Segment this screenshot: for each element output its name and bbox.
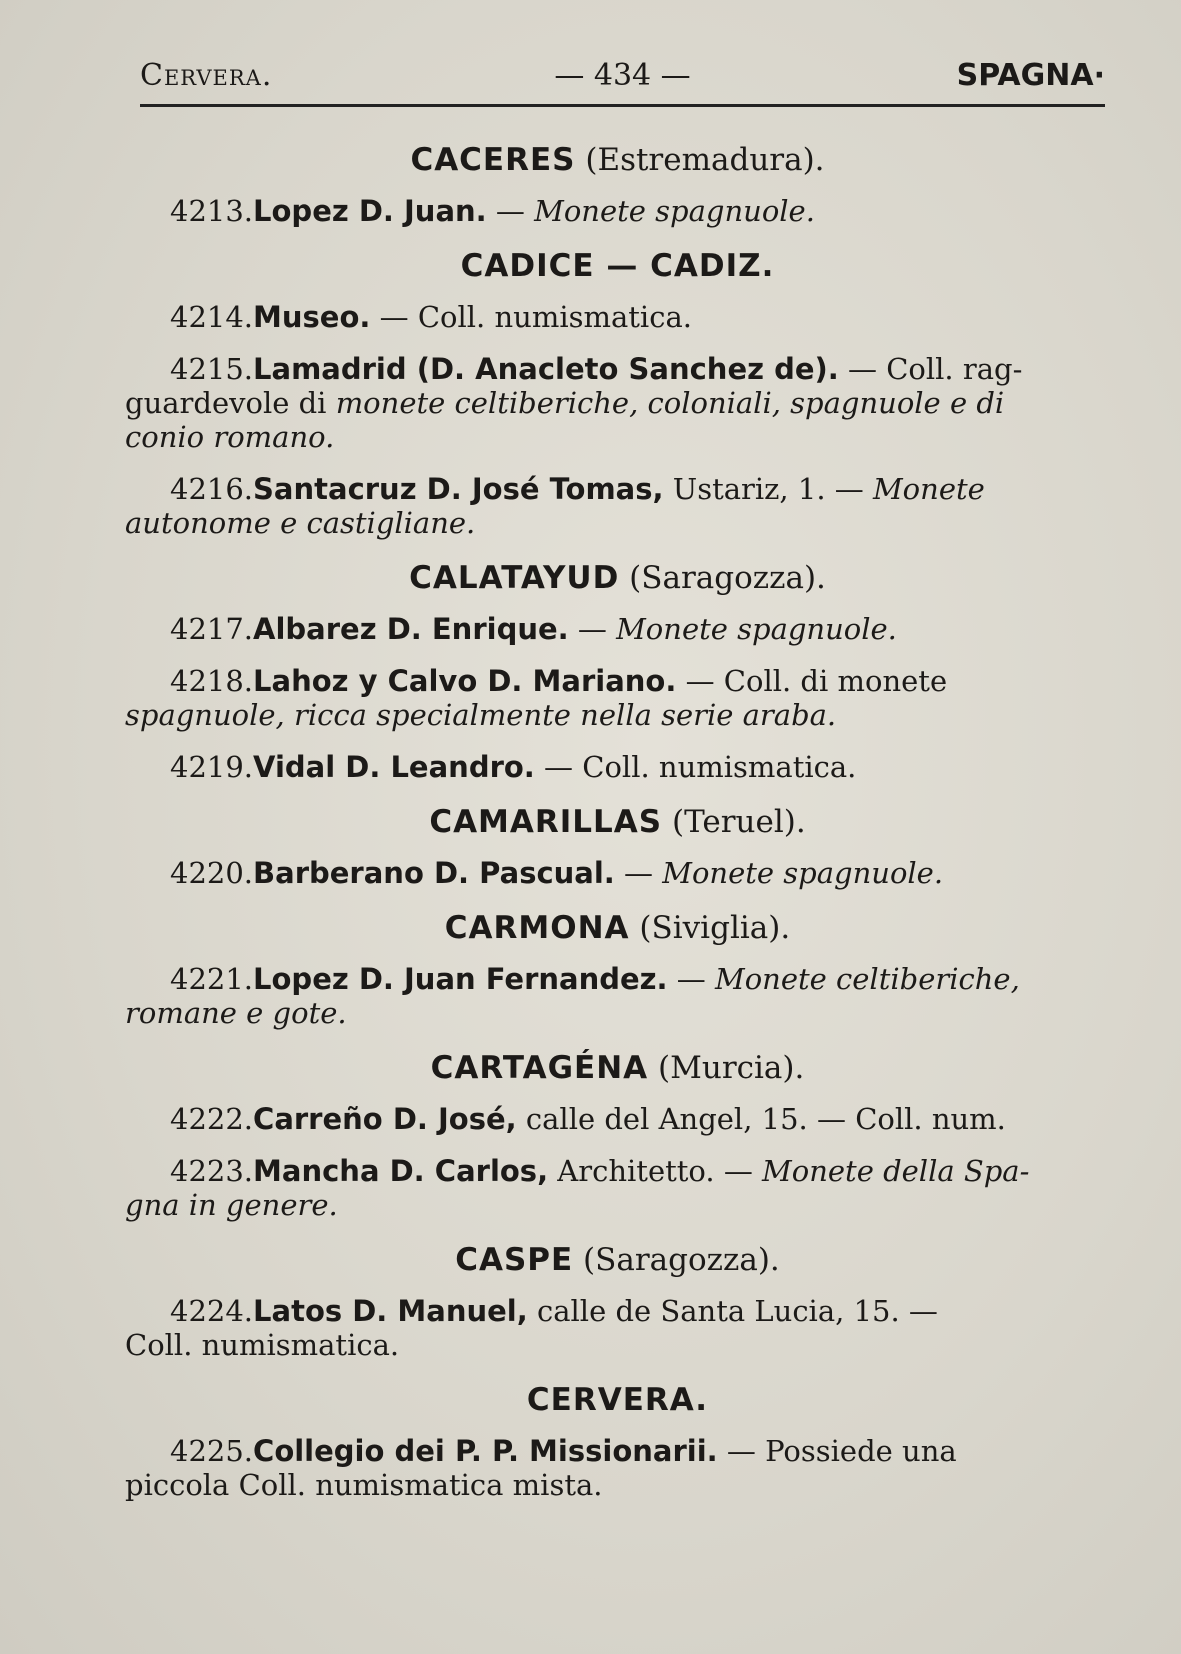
entry bbox=[125, 472, 1110, 540]
entry-description: Monete bbox=[872, 472, 985, 506]
entry-continuation-italic: conio romano. bbox=[125, 420, 335, 454]
entry-separator: calle de Santa Lucia, 15. — bbox=[527, 1294, 938, 1328]
entry-number: 4218. bbox=[170, 664, 254, 698]
entry-first-line bbox=[125, 1154, 1110, 1188]
entry-number: 4220. bbox=[170, 856, 254, 890]
section-region: (Saragozza). bbox=[583, 1242, 780, 1278]
section-heading bbox=[125, 1380, 1110, 1420]
section-place: CARTAGÉNA bbox=[430, 1050, 649, 1086]
entry-name: Albarez D. Enrique. bbox=[253, 612, 569, 646]
entry-continuation: romane e gote. bbox=[125, 996, 347, 1030]
entry-separator: — bbox=[838, 352, 887, 386]
entry-separator: — bbox=[667, 962, 715, 996]
entry-name: Lamadrid (D. Anacleto Sanchez de). bbox=[253, 352, 839, 386]
entry-first-line bbox=[125, 1434, 1110, 1468]
entry bbox=[125, 300, 1110, 334]
entry-name: Museo. bbox=[253, 300, 371, 334]
section-heading bbox=[125, 558, 1110, 598]
entry-name: Barberano D. Pascual. bbox=[253, 856, 615, 890]
entry-name: Mancha D. Carlos, bbox=[253, 1154, 549, 1188]
entry-name: Lopez D. Juan Fernandez. bbox=[253, 962, 668, 996]
entry-description: Coll. numismatica. bbox=[582, 750, 857, 784]
entry-first-line bbox=[125, 962, 1110, 996]
entry bbox=[125, 856, 1110, 890]
entry-first-line bbox=[125, 750, 1110, 784]
entry-name: Latos D. Manuel, bbox=[253, 1294, 528, 1328]
section-region: (Teruel). bbox=[671, 804, 806, 840]
entry-description: Coll. numismatica. bbox=[417, 300, 692, 334]
entry-continuation: Coll. numismatica. bbox=[125, 1328, 400, 1362]
entry-name: Lopez D. Juan. bbox=[253, 194, 487, 228]
entry-description: Monete celtiberiche, bbox=[715, 962, 1020, 996]
entry bbox=[125, 194, 1110, 228]
section-heading bbox=[125, 908, 1110, 948]
entry-number: 4214. bbox=[170, 300, 254, 334]
section-region: (Siviglia). bbox=[639, 910, 791, 946]
entry-description: Monete spagnuole. bbox=[662, 856, 944, 890]
entry-separator: — bbox=[534, 750, 583, 784]
entry-number: 4223. bbox=[170, 1154, 254, 1188]
running-head-right: SPAGNA· bbox=[956, 58, 1105, 93]
section-heading bbox=[125, 1048, 1110, 1088]
entry bbox=[125, 750, 1110, 784]
section-place: CAMARILLAS bbox=[429, 804, 663, 840]
entry-first-line bbox=[125, 472, 1110, 506]
entry-separator: — bbox=[568, 612, 617, 646]
section-place: CACERES bbox=[410, 142, 576, 178]
entry-number: 4215. bbox=[170, 352, 254, 386]
entry-number: 4216. bbox=[170, 472, 254, 506]
entry-number: 4221. bbox=[170, 962, 254, 996]
entry-separator: — bbox=[676, 664, 724, 698]
section-place: CERVERA. bbox=[526, 1382, 709, 1418]
entry-first-line bbox=[125, 664, 1110, 698]
entry-name: Carreño D. José, bbox=[253, 1102, 517, 1136]
running-head bbox=[140, 58, 1105, 102]
section-place: CASPE bbox=[455, 1242, 574, 1278]
entry-name: Lahoz y Calvo D. Mariano. bbox=[253, 664, 677, 698]
entry-first-line bbox=[125, 194, 1110, 228]
entry bbox=[125, 1294, 1110, 1362]
entry-number: 4225. bbox=[170, 1434, 254, 1468]
entry bbox=[125, 1154, 1110, 1222]
entry-separator: Architetto. — bbox=[548, 1154, 763, 1188]
entry-separator: — bbox=[370, 300, 418, 334]
section-region: (Murcia). bbox=[658, 1050, 805, 1086]
entry-separator: — bbox=[614, 856, 663, 890]
entry bbox=[125, 664, 1110, 732]
section-heading bbox=[125, 140, 1110, 180]
entry-continuation: spagnuole, ricca specialmente nella serie araba. bbox=[125, 698, 837, 732]
entry-description: Monete della Spa- bbox=[762, 1154, 1030, 1188]
running-head-left: Cervera. bbox=[140, 58, 273, 93]
section-heading bbox=[125, 802, 1110, 842]
section-heading bbox=[125, 1240, 1110, 1280]
header-rule bbox=[140, 104, 1105, 107]
entry-first-line bbox=[125, 856, 1110, 890]
entry-separator: Ustariz, 1. — bbox=[663, 472, 873, 506]
section-heading bbox=[125, 246, 1110, 286]
entry bbox=[125, 352, 1110, 454]
entry-continuation: autonome e castigliane. bbox=[125, 506, 476, 540]
entry-name: Collegio dei P. P. Missionarii. bbox=[253, 1434, 718, 1468]
entry-separator: calle del Angel, 15. — bbox=[516, 1102, 856, 1136]
entry bbox=[125, 1102, 1110, 1136]
entry-first-line bbox=[125, 1294, 1110, 1328]
entry-first-line bbox=[125, 1102, 1110, 1136]
entry-first-line bbox=[125, 612, 1110, 646]
entry-description: Monete spagnuole. bbox=[616, 612, 897, 646]
entry-number: 4219. bbox=[170, 750, 254, 784]
page-number: — 434 — bbox=[554, 58, 691, 93]
entry-continuation bbox=[125, 386, 1110, 420]
entry-description: Possiede una bbox=[765, 1434, 957, 1468]
entry-continuation-plain: guardevole di bbox=[125, 386, 336, 420]
entry-first-line bbox=[125, 352, 1110, 386]
entry bbox=[125, 962, 1110, 1030]
entry-description: Monete spagnuole. bbox=[534, 194, 815, 228]
entry-name: Santacruz D. José Tomas, bbox=[253, 472, 664, 506]
section-place: CALATAYUD bbox=[409, 560, 620, 596]
entry-separator: — bbox=[486, 194, 535, 228]
entry-description: Coll. rag- bbox=[886, 352, 1023, 386]
entry-separator: — bbox=[717, 1434, 766, 1468]
entry bbox=[125, 1434, 1110, 1502]
section-place: CADICE — CADIZ. bbox=[460, 248, 775, 284]
entry-description: Coll. num. bbox=[855, 1102, 1006, 1136]
directory-listing bbox=[125, 140, 1110, 1520]
entry-number: 4217. bbox=[170, 612, 254, 646]
entry-first-line bbox=[125, 300, 1110, 334]
entry-number: 4222. bbox=[170, 1102, 254, 1136]
entry-name: Vidal D. Leandro. bbox=[253, 750, 535, 784]
section-region: (Estremadura). bbox=[585, 142, 825, 178]
entry-continuation: gna in genere. bbox=[125, 1188, 338, 1222]
section-place: CARMONA bbox=[444, 910, 630, 946]
entry-continuation-italic: monete celtiberiche, coloniali, spagnuole e di bbox=[335, 386, 1005, 420]
section-region: (Saragozza). bbox=[629, 560, 826, 596]
entry-number: 4213. bbox=[170, 194, 254, 228]
entry bbox=[125, 612, 1110, 646]
entry-description: Coll. di monete bbox=[723, 664, 948, 698]
entry-continuation: piccola Coll. numismatica mista. bbox=[125, 1468, 603, 1502]
entry-number: 4224. bbox=[170, 1294, 254, 1328]
